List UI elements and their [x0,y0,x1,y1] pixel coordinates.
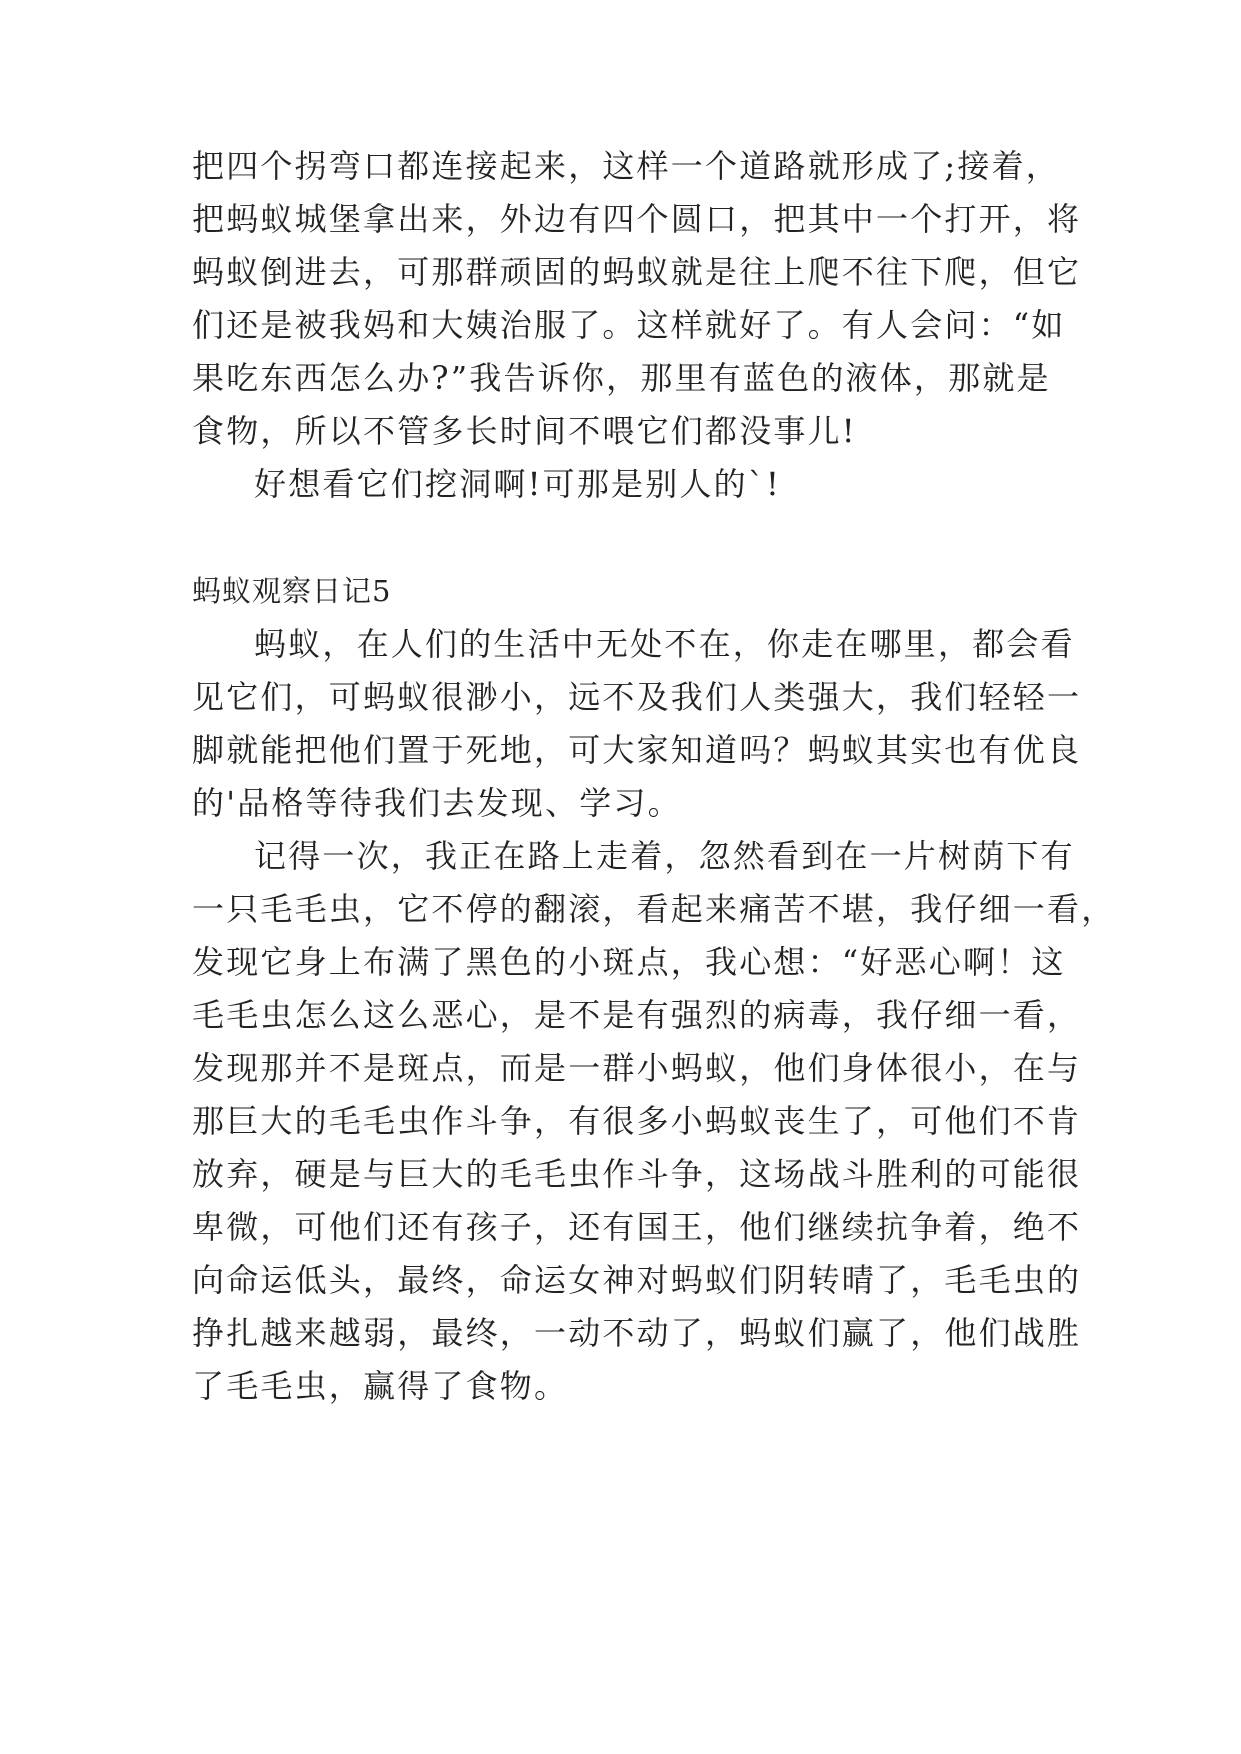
paragraph-line: 把四个拐弯口都连接起来，这样一个道路就形成了;接着， [192,147,1060,185]
paragraph-line: 的'品格等待我们去发现、学习。 [192,784,682,822]
paragraph-line: 发现那并不是斑点，而是一群小蚂蚁，他们身体很小，在与 [192,1049,1082,1087]
paragraph-line: 卑微，可他们还有孩子，还有国王，他们继续抗争着，绝不 [192,1208,1082,1246]
paragraph-line: 蚂蚁，在人们的生活中无处不在，你走在哪里，都会看 [254,625,1075,663]
paragraph-line: 记得一次，我正在路上走着，忽然看到在一片树荫下有 [254,837,1075,875]
paragraph-line: 挣扎越来越弱，最终，一动不动了，蚂蚁们赢了，他们战胜 [192,1314,1082,1352]
paragraph-line: 发现它身上布满了黑色的小斑点，我心想：“好恶心啊！这 [192,943,1066,981]
paragraph-line: 了毛毛虫，赢得了食物。 [192,1367,569,1405]
paragraph-line: 一只毛毛虫，它不停的翻滚，看起来痛苦不堪，我仔细一看， [192,890,1116,928]
section-title: 蚂蚁观察日记5 [192,574,392,608]
paragraph-line: 毛毛虫怎么这么恶心，是不是有强烈的病毒，我仔细一看， [192,996,1082,1034]
paragraph-line: 们还是被我妈和大姨治服了。这样就好了。有人会问：“如 [192,306,1066,344]
paragraph-line: 脚就能把他们置于死地，可大家知道吗？蚂蚁其实也有优良 [192,731,1082,769]
paragraph-line: 食物，所以不管多长时间不喂它们都没事儿! [192,412,857,450]
paragraph-line: 蚂蚁倒进去，可那群顽固的蚂蚁就是往上爬不往下爬，但它 [192,253,1082,291]
paragraph-line: 果吃东西怎么办?”我告诉你，那里有蓝色的液体，那就是 [192,359,1051,397]
paragraph-line: 把蚂蚁城堡拿出来，外边有四个圆口，把其中一个打开，将 [192,200,1082,238]
paragraph-line: 见它们，可蚂蚁很渺小，远不及我们人类强大，我们轻轻一 [192,678,1082,716]
paragraph-line: 向命运低头，最终，命运女神对蚂蚁们阴转晴了，毛毛虫的 [192,1261,1082,1299]
short-paragraph: 好想看它们挖洞啊!可那是别人的`! [254,465,782,503]
paragraph-line: 那巨大的毛毛虫作斗争，有很多小蚂蚁丧生了，可他们不肯 [192,1102,1082,1140]
paragraph-line: 放弃，硬是与巨大的毛毛虫作斗争，这场战斗胜利的可能很 [192,1155,1082,1193]
